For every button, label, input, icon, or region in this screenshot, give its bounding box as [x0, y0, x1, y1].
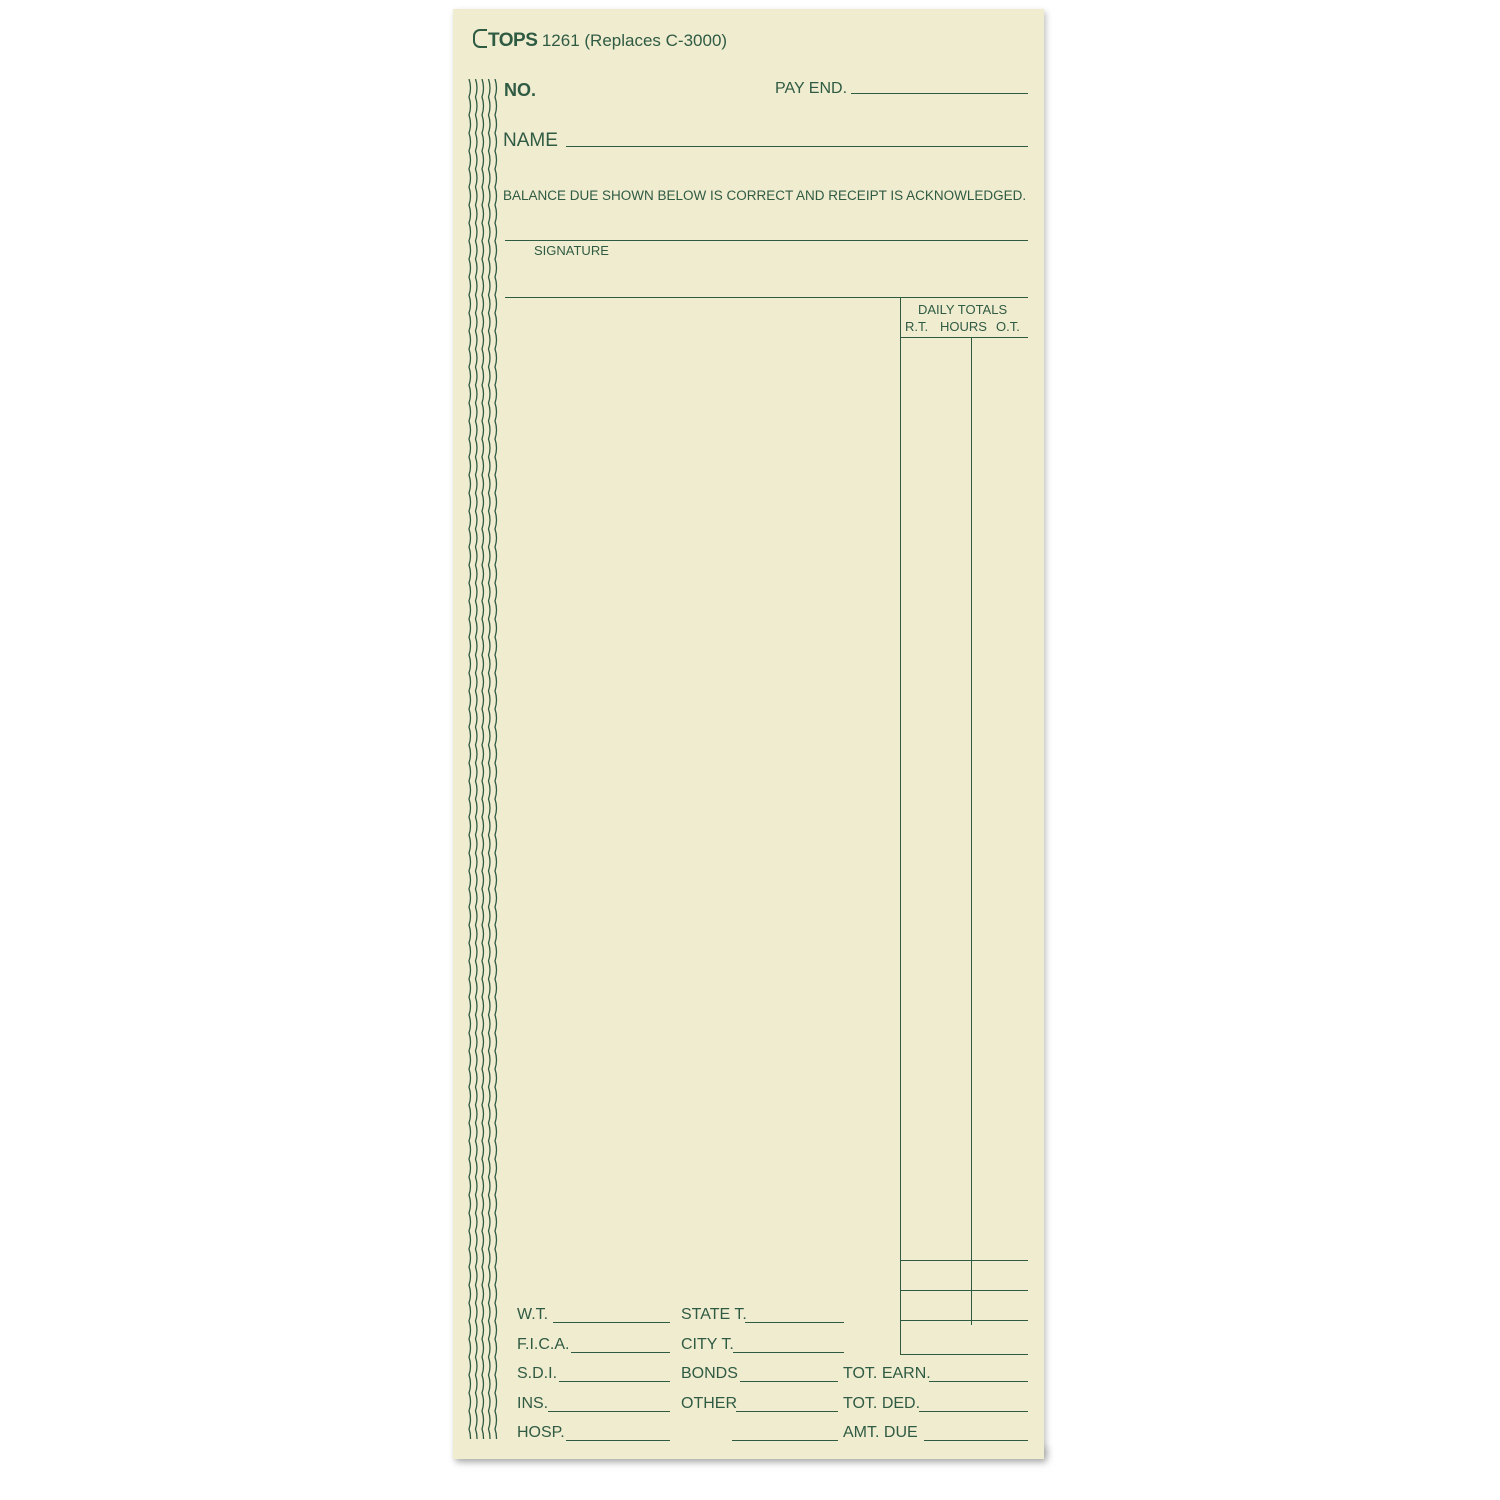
wavy-edge-decoration	[465, 79, 505, 1439]
wt-field[interactable]	[553, 1322, 670, 1323]
rt-header: R.T.	[905, 319, 929, 334]
amt-due-field[interactable]	[924, 1440, 1028, 1441]
signature-line[interactable]	[505, 240, 1028, 241]
blank-field[interactable]	[732, 1440, 838, 1441]
hours-header: HOURS	[940, 319, 987, 334]
brand-header	[473, 29, 727, 50]
hosp-label: HOSP.	[517, 1424, 565, 1441]
state-t-label: STATE T.	[681, 1306, 747, 1323]
model-number: 1261 (Replaces C-3000)	[541, 31, 728, 50]
daily-totals-divider	[971, 338, 972, 1325]
acknowledgement-text: BALANCE DUE SHOWN BELOW IS CORRECT AND RECEIPT IS ACKNOWLEDGED.	[503, 188, 1027, 203]
wavy-line	[489, 79, 491, 1439]
city-t-label: CITY T.	[681, 1336, 734, 1353]
table-top-line	[505, 297, 1028, 298]
bonds-field[interactable]	[740, 1381, 838, 1382]
tot-earn-label: TOT. EARN.	[843, 1365, 931, 1382]
pay-end-field[interactable]	[851, 93, 1028, 94]
totals-row-line-2	[900, 1290, 1028, 1291]
tot-ded-label: TOT. DED.	[843, 1395, 921, 1412]
daily-totals-header-line	[900, 337, 1028, 338]
state-t-field[interactable]	[745, 1322, 844, 1323]
totals-row-line-1	[900, 1260, 1028, 1261]
ins-label: INS.	[517, 1395, 549, 1412]
bonds-label: BONDS	[681, 1365, 738, 1382]
fica-field[interactable]	[571, 1352, 670, 1353]
wavy-line	[476, 79, 478, 1439]
ins-field[interactable]	[548, 1411, 670, 1412]
name-label: NAME	[503, 130, 558, 151]
wt-label: W.T.	[517, 1306, 549, 1323]
time-card	[453, 9, 1044, 1459]
totals-row-line-4	[900, 1354, 1028, 1355]
no-label: NO.	[504, 80, 537, 100]
ot-header: O.T.	[996, 319, 1020, 334]
wavy-line	[482, 79, 484, 1439]
other-field[interactable]	[736, 1411, 838, 1412]
fica-label: F.I.C.A.	[517, 1336, 570, 1353]
amt-due-label: AMT. DUE	[843, 1424, 918, 1441]
daily-totals-title: DAILY TOTALS	[918, 302, 1008, 317]
tops-logo-icon	[473, 29, 487, 48]
other-label: OTHER	[681, 1395, 737, 1412]
signature-label: SIGNATURE	[534, 243, 609, 258]
wavy-line	[469, 79, 471, 1439]
city-t-field[interactable]	[733, 1352, 844, 1353]
totals-row-line-3	[900, 1320, 1028, 1321]
brand-name: TOPS	[488, 30, 538, 51]
pay-end-label: PAY END.	[775, 80, 848, 97]
sdi-label: S.D.I.	[517, 1365, 558, 1382]
hosp-field[interactable]	[566, 1440, 670, 1441]
daily-totals-left-border	[900, 298, 901, 1354]
tot-ded-field[interactable]	[919, 1411, 1028, 1412]
sdi-field[interactable]	[559, 1381, 670, 1382]
name-field[interactable]	[566, 146, 1028, 147]
wavy-line	[495, 79, 497, 1439]
tot-earn-field[interactable]	[929, 1381, 1028, 1382]
